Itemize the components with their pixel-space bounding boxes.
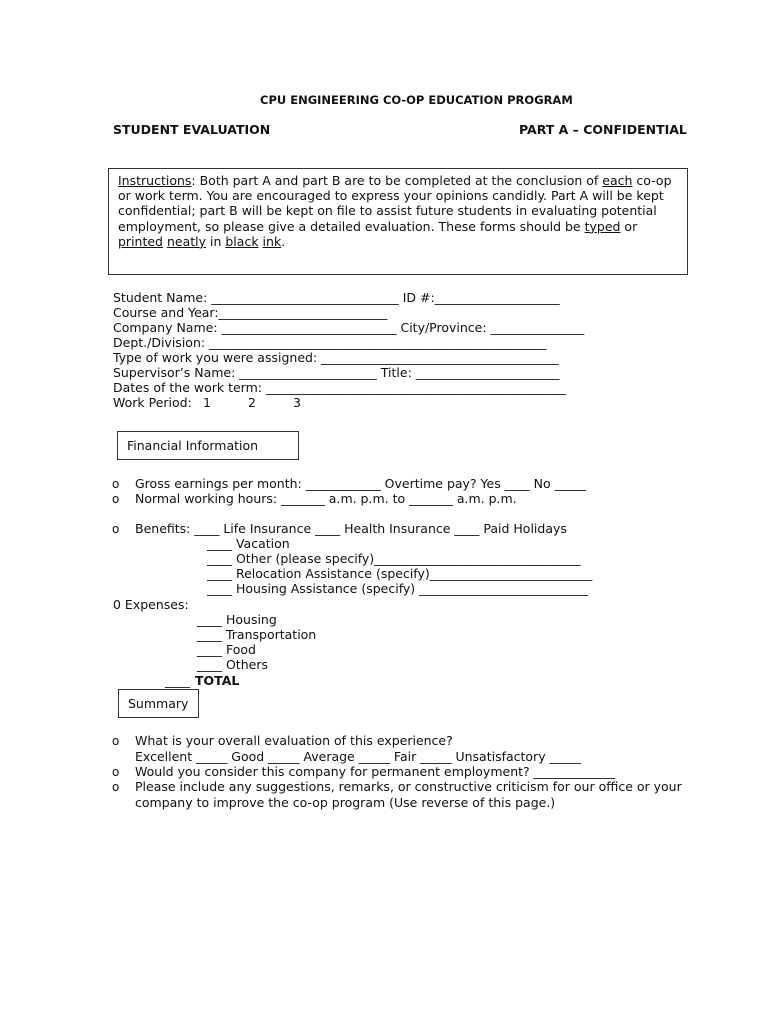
program-title: CPU ENGINEERING CO-OP EDUCATION PROGRAM bbox=[260, 93, 573, 107]
instructions-box bbox=[108, 168, 688, 275]
total-label: TOTAL bbox=[195, 673, 240, 688]
bullet-q3: o bbox=[112, 780, 120, 794]
instructions-label: Instructions bbox=[118, 173, 192, 188]
work-period-option-3[interactable]: 3 bbox=[293, 395, 301, 410]
expense-housing[interactable]: ____ Housing bbox=[197, 612, 277, 627]
financial-heading: Financial Information bbox=[127, 438, 259, 453]
supervisor-field[interactable]: Supervisor’s Name: ______________________ Title: _______________________ bbox=[113, 365, 560, 380]
instructions-each: each bbox=[602, 173, 633, 188]
type-of-work-field[interactable]: Type of work you were assigned: ______________________________________ bbox=[113, 350, 559, 365]
bullet-q1: o bbox=[112, 734, 120, 748]
instructions-text-2: co-op or work term. You are encouraged to express your opinions candidly. Part A will be kept confidential; part B will be kept on file to assist future students in evaluating potential employment, so please give a detailed evaluation. These forms should be bbox=[118, 173, 672, 234]
suggestions-line-1: Please include any suggestions, remarks, or constructive criticism for our office or your bbox=[135, 779, 682, 794]
form-title: STUDENT EVALUATION bbox=[113, 122, 271, 137]
student-name-field[interactable]: Student Name: ______________________________ ID #:____________________ bbox=[113, 290, 560, 305]
benefit-other[interactable]: ____ Other (please specify)_________________________________ bbox=[207, 551, 581, 566]
instructions-ink: ink bbox=[262, 233, 282, 249]
bullet-gross: o bbox=[112, 477, 120, 491]
part-label: PART A – CONFIDENTIAL bbox=[519, 122, 687, 137]
benefit-relocation[interactable]: ____ Relocation Assistance (specify)__________________________ bbox=[207, 566, 593, 581]
work-period-option-1[interactable]: 1 bbox=[203, 395, 211, 410]
suggestions-line-2: company to improve the co-op program (Use reverse of this page.) bbox=[135, 795, 556, 810]
permanent-employment-question[interactable]: Would you consider this company for permanent employment? _____________ bbox=[135, 764, 615, 779]
company-name-field[interactable]: Company Name: ____________________________ City/Province: _______________ bbox=[113, 320, 585, 335]
instructions-typed: typed bbox=[584, 218, 621, 234]
instructions-text-1: : Both part A and part B are to be completed at the conclusion of bbox=[191, 173, 603, 188]
summary-heading: Summary bbox=[128, 696, 189, 711]
dept-division-field[interactable]: Dept./Division: ______________________________________________________ bbox=[113, 335, 547, 350]
instructions-neatly: neatly bbox=[166, 233, 207, 249]
benefits-field[interactable]: Benefits: ____ Life Insurance ____ Health Insurance ____ Paid Holidays bbox=[135, 521, 567, 536]
overall-evaluation-options[interactable]: Excellent _____ Good _____ Average _____ Fair _____ Unsatisfactory _____ bbox=[135, 749, 581, 764]
bullet-hours: o bbox=[112, 492, 120, 506]
bullet-benefits: o bbox=[112, 522, 120, 536]
expenses-label: 0 Expenses: bbox=[113, 597, 189, 612]
financial-heading-box bbox=[117, 431, 299, 460]
instructions-black: black bbox=[225, 233, 259, 249]
work-period-label: Work Period: bbox=[113, 395, 192, 410]
instructions-text-4: in bbox=[206, 233, 226, 249]
expense-transportation[interactable]: ____ Transportation bbox=[197, 627, 317, 642]
course-year-field[interactable]: Course and Year:___________________________ bbox=[113, 305, 388, 320]
instructions-printed: printed bbox=[118, 233, 163, 249]
working-hours-field[interactable]: Normal working hours: _______ a.m. p.m. to _______ a.m. p.m. bbox=[135, 491, 517, 506]
summary-heading-box bbox=[118, 689, 199, 718]
instructions-period: . bbox=[281, 233, 286, 249]
overall-evaluation-question: What is your overall evaluation of this experience? bbox=[135, 733, 453, 748]
total-blank[interactable]: ____ bbox=[165, 673, 190, 688]
instructions-text-3: or bbox=[620, 218, 638, 234]
work-period-option-2[interactable]: 2 bbox=[248, 395, 256, 410]
benefit-vacation[interactable]: ____ Vacation bbox=[207, 536, 290, 551]
benefit-housing-assistance[interactable]: ____ Housing Assistance (specify) ___________________________ bbox=[207, 581, 588, 596]
expense-food[interactable]: ____ Food bbox=[197, 642, 256, 657]
bullet-q2: o bbox=[112, 765, 120, 779]
dates-field[interactable]: Dates of the work term: ________________________________________________ bbox=[113, 380, 566, 395]
gross-earnings-field[interactable]: Gross earnings per month: ____________ Overtime pay? Yes ____ No _____ bbox=[135, 476, 586, 491]
expense-others[interactable]: ____ Others bbox=[197, 657, 268, 672]
